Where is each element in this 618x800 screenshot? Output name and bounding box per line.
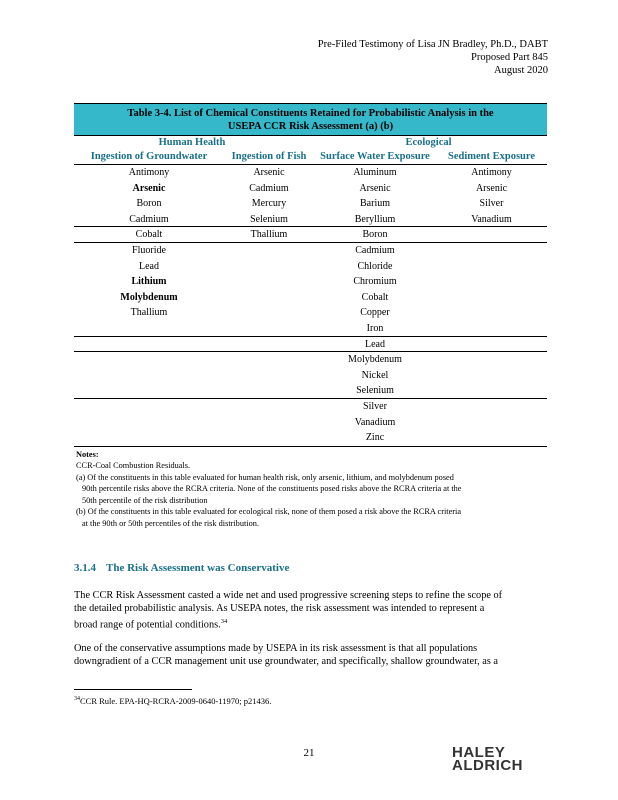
paragraph-2 — [74, 642, 550, 668]
table-cell — [224, 321, 314, 336]
table-cell: Chloride — [357, 260, 393, 272]
table-cell: Cobalt — [361, 291, 389, 303]
table-cell — [436, 305, 547, 321]
table-row — [74, 181, 547, 197]
table-cell — [436, 352, 547, 368]
table-cell — [436, 259, 547, 275]
table-cell: Fluoride — [132, 244, 166, 256]
table-row — [74, 368, 547, 384]
table-cell: Selenium — [250, 213, 288, 225]
table-cell: Arsenic — [253, 167, 285, 178]
table-cell — [436, 290, 547, 306]
company-logo — [452, 746, 523, 772]
table-cell — [436, 399, 547, 415]
table-cell — [74, 337, 224, 352]
table-cell — [74, 321, 224, 336]
table-cell: Cadmium — [355, 244, 395, 256]
table-row — [74, 383, 547, 399]
page-header — [318, 38, 548, 77]
table-cell: Lead — [365, 338, 385, 350]
table-cell — [436, 415, 547, 431]
table-title — [74, 103, 547, 136]
paragraph-line: One of the conservative assumptions made by USEPA in its risk assessment is that all populations — [74, 643, 478, 654]
group-human-health: Human Health — [158, 137, 226, 148]
table-notes — [74, 449, 547, 530]
table-group-header — [74, 136, 547, 149]
section-title: The Risk Assessment was Conservative — [106, 562, 290, 574]
table-row — [74, 243, 547, 259]
table-title-line-2: USEPA CCR Risk Assessment (a) (b) — [227, 121, 394, 132]
table-cell: Barium — [360, 198, 390, 210]
table-cell — [224, 259, 314, 275]
table-row — [74, 305, 547, 321]
table-cell — [74, 399, 224, 415]
table-cell: Cadmium — [129, 213, 169, 225]
header-line-2: Proposed Part 845 — [471, 52, 548, 63]
table-cell — [436, 321, 547, 336]
table-cell — [224, 415, 314, 431]
table-column-headers — [74, 149, 547, 165]
table-cell: Cadmium — [249, 182, 289, 194]
table-cell: Boron — [362, 229, 388, 241]
table-cell — [436, 243, 547, 259]
table-cell — [224, 352, 314, 368]
table-cell: Iron — [366, 322, 384, 334]
table-cell — [224, 399, 314, 415]
paragraph-line: The CCR Risk Assessment casted a wide net and used progressive screening steps to refine the scope of — [74, 590, 503, 601]
table-cell — [224, 274, 314, 290]
page-number: 21 — [303, 747, 315, 759]
note-b-line: (b) Of the constituents in this table evaluated for ecological risk, none of them posed a risk above the RCRA criteria — [76, 507, 462, 517]
table-row — [74, 430, 547, 446]
table-cell: Arsenic — [359, 182, 391, 194]
table-cell: Vanadium — [471, 213, 512, 225]
table-row — [74, 337, 547, 353]
table-row — [74, 165, 547, 181]
table-cell — [224, 337, 314, 352]
table-row — [74, 274, 547, 290]
notes-ccr: CCR-Coal Combustion Residuals. — [76, 461, 191, 471]
table-row — [74, 259, 547, 275]
header-line-3: August 2020 — [494, 65, 548, 76]
footnote-rule — [74, 689, 192, 690]
table-cell: Copper — [360, 307, 390, 319]
notes-heading: Notes: — [76, 449, 99, 459]
logo-line-2: ALDRICH — [452, 757, 523, 774]
table-cell — [224, 243, 314, 259]
table-row — [74, 399, 547, 415]
table-row — [74, 212, 547, 228]
section-number: 3.1.4 — [74, 562, 96, 574]
table-cell — [74, 430, 224, 446]
table-cell — [436, 430, 547, 446]
table-cell — [224, 290, 314, 306]
table-cell: Molybdenum — [348, 354, 402, 366]
table-cell — [74, 352, 224, 368]
table-cell: Lithium — [131, 276, 167, 288]
table-cell — [436, 227, 547, 242]
note-a-line: 90th percentile risks above the RCRA criteria. None of the constituents posed risks above the RCRA criteria at the — [82, 484, 462, 494]
table-body — [74, 165, 547, 447]
note-a-line: (a) Of the constituents in this table evaluated for human health risk, only arsenic, lithium, and molybdenum posed — [76, 472, 454, 482]
footnote-ref[interactable]: 34 — [220, 618, 228, 625]
table-cell — [436, 274, 547, 290]
table-cell: Molybdenum — [120, 291, 178, 303]
logo-line-1: HALEY — [452, 744, 506, 761]
table-row — [74, 321, 547, 337]
col-header: Ingestion of Groundwater — [90, 151, 208, 162]
table-cell: Silver — [479, 198, 504, 210]
table-cell: Thallium — [250, 229, 288, 241]
table-cell — [224, 368, 314, 384]
table-cell: Thallium — [130, 307, 168, 319]
table-cell: Arsenic — [132, 182, 166, 194]
table-row — [74, 415, 547, 431]
table-cell — [224, 305, 314, 321]
table-cell — [74, 415, 224, 431]
table-cell: Aluminum — [353, 167, 397, 178]
footnote — [74, 696, 271, 706]
table-row — [74, 290, 547, 306]
table-cell: Silver — [363, 400, 387, 412]
section-heading — [74, 562, 299, 574]
table-cell — [436, 368, 547, 384]
footnote-text: CCR Rule. EPA-HQ-RCRA-2009-0640-11970; p21436. — [80, 696, 272, 706]
table-title-line-1: Table 3-4. List of Chemical Constituents Retained for Probabilistic Analysis in the — [127, 108, 494, 119]
table-cell — [224, 430, 314, 446]
paragraph-line — [74, 615, 550, 631]
table-cell: Antimony — [128, 167, 170, 178]
table-cell: Lead — [139, 260, 159, 272]
paragraph-1 — [74, 589, 550, 631]
table-cell — [74, 368, 224, 384]
header-line-1: Pre-Filed Testimony of Lisa JN Bradley, Ph.D., DABT — [317, 39, 548, 50]
table-cell: Chromium — [353, 276, 397, 288]
paragraph-text: broad range of potential conditions. — [74, 619, 221, 631]
col-header: Sediment Exposure — [447, 151, 536, 162]
table-cell: Selenium — [356, 385, 394, 397]
table-row — [74, 227, 547, 243]
table-row — [74, 196, 547, 212]
table-cell — [436, 383, 547, 398]
table-row — [74, 352, 547, 368]
paragraph-line: downgradient of a CCR management unit use groundwater, and specifically, shallow groundwater, as a — [74, 656, 498, 667]
note-a-line: 50th percentile of the risk distribution — [82, 495, 208, 505]
table-cell: Cobalt — [135, 229, 163, 241]
col-header: Ingestion of Fish — [231, 151, 307, 162]
table-cell: Arsenic — [475, 182, 508, 194]
paragraph-line: the detailed probabilistic analysis. As USEPA notes, the risk assessment was intended to represent a — [74, 603, 485, 614]
table-cell: Antimony — [471, 167, 512, 178]
col-header: Surface Water Exposure — [320, 151, 430, 162]
table-cell: Boron — [136, 198, 162, 210]
table-cell — [224, 383, 314, 398]
footnote-number: 34 — [74, 696, 80, 703]
table-cell: Mercury — [251, 198, 287, 210]
table-cell: Zinc — [365, 432, 385, 444]
note-b-line: at the 90th or 50th percentiles of the risk distribution. — [82, 518, 259, 528]
table-cell — [74, 383, 224, 398]
table-cell: Beryllium — [354, 213, 396, 225]
table-cell — [436, 337, 547, 352]
table-cell: Vanadium — [354, 416, 396, 428]
constituents-table — [74, 103, 547, 529]
table-cell: Nickel — [361, 369, 389, 381]
group-ecological: Ecological — [405, 137, 452, 148]
